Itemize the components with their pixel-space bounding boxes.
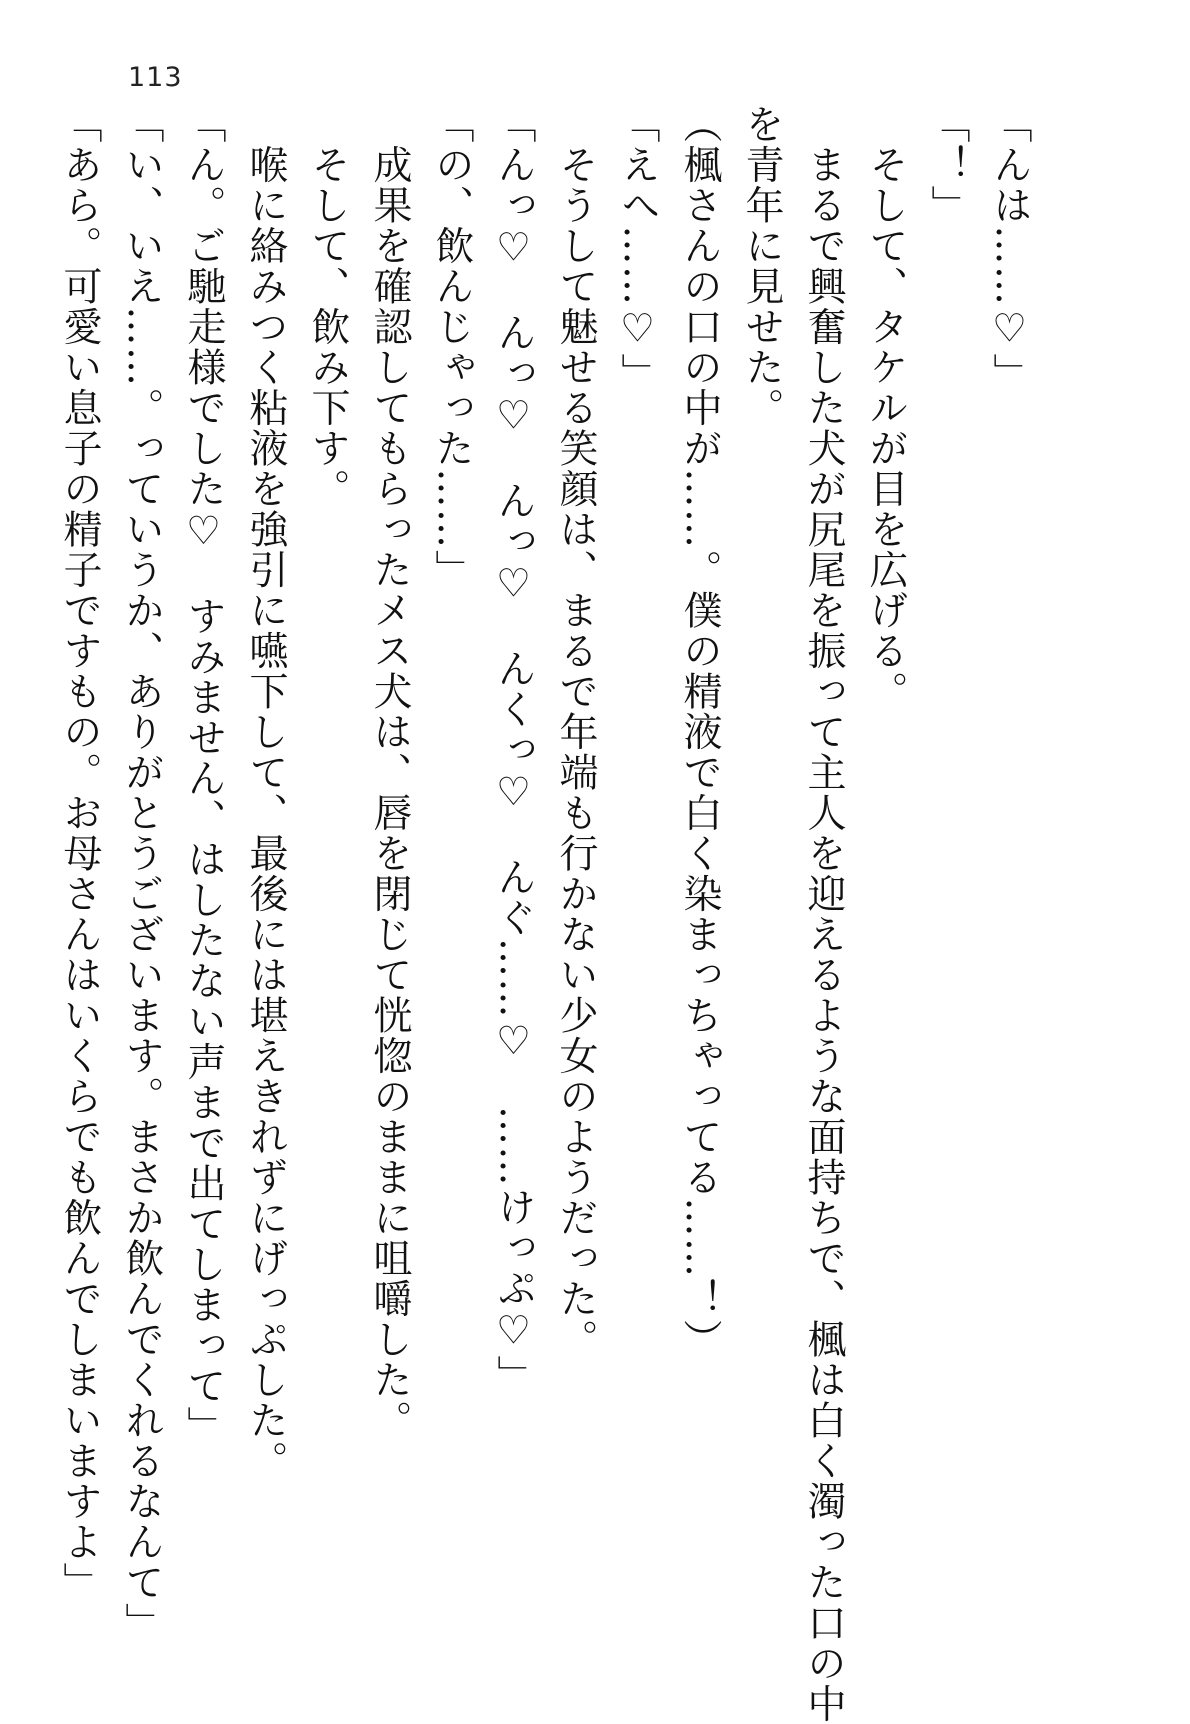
text-line: 「んは……♡」: [987, 104, 1032, 394]
text-line: 「い、いえ……。っていうか、ありがとうございます。まさか飲んでくれるなんて」: [119, 104, 164, 1643]
text-line: 「の、飲んじゃった……」: [429, 104, 474, 590]
text-line: そうして魅せる笑顔は、まるで年端も行かない少女のようだった。: [553, 104, 598, 1360]
text-line: 「あら。可愛い息子の精子ですもの。お母さんはいくらでも飲んでしまいますよ」: [57, 104, 102, 1603]
text-line: そして、タケルが目を広げる。: [863, 104, 908, 712]
text-line: 「！」: [925, 104, 970, 226]
text-line: 成果を確認してもらったメス犬は、唇を閉じて恍惚のままに咀嚼した。: [367, 104, 412, 1441]
text-line: まるで興奮した犬が尻尾を振って主人を迎えるような面持ちで、楓は白く濁った口の中: [801, 104, 846, 1724]
text-line: を青年に見せた。: [739, 104, 784, 428]
text-line: そして、飲み下す。: [305, 104, 350, 509]
text-line: 「えへ……♡」: [615, 104, 660, 394]
text-line: 「んっ♡ んっ♡ んっ♡ んくっ♡ んぐ……♡ ……けっぷ♡」: [491, 104, 536, 1396]
text-line: 「ん。ご馳走様でした♡ すみません、はしたない声まで出てしまって」: [181, 104, 226, 1447]
novel-body-text: [57, 104, 1040, 1724]
page-number: 113: [128, 62, 183, 93]
text-line: （楓さんの口の中が……。僕の精液で白く染まっちゃってる……！）: [677, 104, 722, 1360]
text-line: 喉に絡みつく粘液を強引に嚥下して、最後には堪えきれずにげっぷした。: [243, 104, 288, 1481]
